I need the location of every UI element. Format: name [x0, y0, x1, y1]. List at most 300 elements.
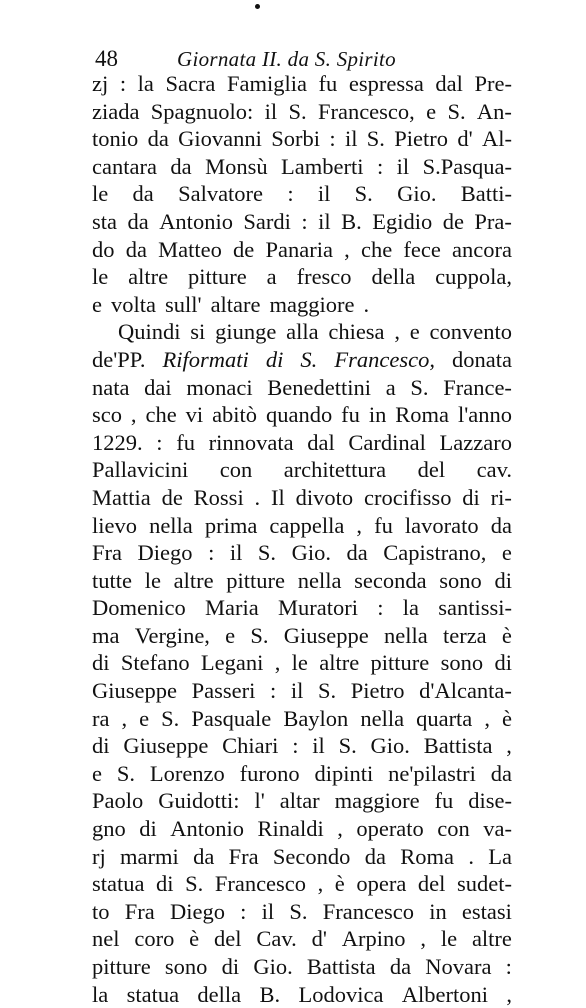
- word: France-: [443, 374, 512, 400]
- word: le: [92, 181, 109, 207]
- word: Riformati: [162, 346, 249, 372]
- word: si: [190, 319, 206, 345]
- word: il: [396, 153, 410, 179]
- word: Batti-: [460, 181, 512, 207]
- word: ,: [506, 733, 512, 759]
- text-line: [92, 898, 512, 926]
- word: ,: [506, 981, 512, 1007]
- text-line: [92, 346, 512, 374]
- word: da: [193, 843, 215, 869]
- word: Il: [271, 484, 285, 510]
- word: Giuseppe: [283, 622, 369, 648]
- word: è: [189, 926, 200, 952]
- word: Pietro: [350, 678, 405, 704]
- word: che: [360, 236, 393, 262]
- word: :: [119, 71, 127, 96]
- text-line: [92, 843, 512, 871]
- word: S.: [185, 871, 204, 897]
- word: la: [402, 595, 419, 621]
- word: S.: [410, 374, 429, 400]
- word: e: [92, 291, 102, 317]
- word: gno: [92, 816, 126, 842]
- word: sono: [164, 954, 208, 979]
- word: Capistrano,: [383, 540, 487, 566]
- word: di: [156, 871, 174, 897]
- word: ,: [130, 402, 137, 428]
- word: da: [132, 181, 154, 207]
- word: Egidio: [372, 208, 433, 234]
- word: An-: [476, 98, 512, 124]
- word: fece: [403, 236, 441, 262]
- word: La: [488, 843, 512, 869]
- word: il: [312, 733, 325, 759]
- word: pitture: [188, 264, 247, 290]
- word: e: [139, 705, 150, 731]
- word: di: [92, 650, 110, 676]
- text-line: [92, 263, 512, 291]
- word: Rossi: [193, 484, 244, 510]
- word: sull': [165, 291, 202, 317]
- text-line: [92, 539, 512, 567]
- word: con: [219, 457, 253, 483]
- word: S.: [318, 678, 337, 704]
- word: dipinti: [314, 760, 374, 786]
- word: fu: [434, 788, 454, 814]
- word: cappella: [269, 512, 345, 538]
- word: :: [287, 181, 294, 207]
- word: Sorbi: [271, 126, 321, 152]
- word: ri-: [490, 484, 512, 510]
- word: :: [208, 540, 215, 566]
- word: Maria: [204, 595, 259, 621]
- word: :: [269, 678, 277, 704]
- word: S.: [447, 98, 466, 124]
- word: della: [371, 264, 416, 290]
- word: nella: [149, 512, 193, 538]
- word: Monsù: [205, 153, 268, 179]
- word: Pra-: [474, 208, 512, 234]
- word: altre: [471, 926, 512, 952]
- word: espressa: [348, 71, 424, 96]
- word: S.: [116, 760, 135, 786]
- word: S.: [288, 98, 307, 124]
- word: Giuseppe: [92, 678, 177, 704]
- word: ,: [317, 871, 324, 897]
- word: fu: [176, 429, 195, 455]
- word: ,: [484, 705, 490, 731]
- word: e: [501, 540, 512, 566]
- word: Pallavicini: [92, 457, 189, 483]
- word: Lorenzo: [149, 760, 225, 786]
- word: l': [254, 788, 265, 814]
- word: altare: [210, 291, 261, 317]
- word: Francesco,: [334, 346, 435, 372]
- word: Chiari: [222, 733, 279, 759]
- word: statua: [126, 981, 180, 1007]
- word: .: [254, 484, 261, 510]
- word: Francesco,: [317, 98, 415, 124]
- word: nata: [92, 374, 130, 400]
- word: del: [214, 926, 242, 952]
- word: il: [261, 898, 275, 924]
- word: Al-: [481, 126, 512, 152]
- word: l'anno: [457, 402, 512, 428]
- word: S.: [300, 346, 318, 372]
- word: di: [92, 733, 110, 759]
- text-line: [92, 153, 512, 181]
- word: alla: [286, 319, 319, 345]
- word: S.Pasqua-: [422, 153, 512, 179]
- word: va-: [483, 816, 512, 842]
- word: zj: [92, 71, 109, 96]
- word: .: [468, 843, 474, 869]
- word: di: [221, 954, 240, 979]
- word: Quindi: [118, 319, 181, 345]
- word: Fra: [124, 898, 155, 924]
- word: nella: [297, 567, 342, 593]
- word: Roma: [400, 843, 455, 869]
- word: Antonio: [170, 816, 244, 842]
- word: fu: [318, 71, 338, 96]
- word: giunge: [215, 319, 277, 345]
- word: Pasquale: [191, 705, 272, 731]
- word: ,: [356, 512, 363, 538]
- word: di: [462, 484, 480, 510]
- word: vi: [185, 402, 204, 428]
- text-line: [92, 870, 512, 898]
- word: B.: [341, 208, 362, 234]
- word: Muratori: [277, 595, 358, 621]
- text-line: [92, 953, 512, 981]
- word: d'Alcanta-: [419, 678, 512, 704]
- word: Fra: [92, 540, 122, 566]
- word: d': [457, 126, 473, 152]
- word: .: [363, 291, 370, 317]
- word: dise-: [468, 788, 512, 814]
- word: Passeri: [191, 678, 256, 704]
- word: :: [376, 153, 384, 179]
- word: Francesco: [214, 871, 307, 897]
- word: Panaria: [265, 236, 333, 262]
- word: 1229.: [92, 429, 143, 455]
- word: della: [197, 981, 242, 1007]
- word: Legani: [200, 650, 264, 676]
- word: il: [318, 208, 331, 234]
- word: e: [92, 760, 102, 786]
- running-title: Giornata II. da S. Spirito: [177, 47, 396, 71]
- text-line: [92, 567, 512, 595]
- word: le: [92, 264, 109, 290]
- word: rj: [92, 843, 106, 869]
- text-line: [92, 981, 512, 1008]
- word: è: [334, 871, 345, 897]
- word: chiesa: [328, 319, 385, 345]
- word: Francesco: [322, 898, 414, 924]
- word: il: [290, 678, 304, 704]
- word: ancora: [452, 236, 512, 262]
- word: da: [125, 236, 147, 262]
- ink-dot-mark: [255, 4, 260, 9]
- word: quando: [265, 402, 333, 428]
- text-line: [92, 318, 512, 346]
- word: Secondo: [272, 843, 351, 869]
- word: lievo: [92, 512, 137, 538]
- word: cuppola,: [435, 264, 512, 290]
- word: Benedettini: [267, 374, 372, 400]
- word: da: [490, 760, 512, 786]
- text-line: [92, 622, 512, 650]
- text-line: [92, 512, 512, 540]
- word: quarta: [416, 705, 473, 731]
- word: da: [127, 208, 149, 234]
- word: Vergine,: [134, 622, 210, 648]
- text-line: [92, 125, 512, 153]
- word: è: [501, 705, 512, 731]
- word: Novara: [425, 954, 492, 979]
- word: to: [92, 898, 110, 924]
- word: convento: [429, 319, 512, 345]
- word: Matteo: [158, 236, 222, 262]
- word: donata: [452, 346, 512, 372]
- word: fu: [374, 512, 393, 538]
- word: :: [240, 898, 247, 924]
- word: maggiore: [334, 788, 420, 814]
- word: è: [501, 622, 512, 648]
- word: Cardinal: [348, 429, 426, 455]
- word: sta: [92, 208, 117, 234]
- word: altre: [173, 567, 214, 593]
- word: del: [417, 457, 446, 483]
- word: a: [266, 264, 277, 290]
- word: dal: [307, 429, 335, 455]
- word: maggiore: [269, 291, 355, 317]
- text-line: [92, 70, 512, 98]
- word: in: [368, 402, 387, 428]
- word: divoto: [295, 484, 354, 510]
- word: Lamberti: [281, 153, 364, 179]
- word: architettura: [283, 457, 387, 483]
- word: le: [144, 567, 161, 593]
- word: B.: [259, 981, 281, 1007]
- word: il: [317, 181, 331, 207]
- word: ,: [344, 236, 350, 262]
- text-line: [92, 677, 512, 705]
- word: seconda: [354, 567, 427, 593]
- word: Rinaldi: [257, 816, 324, 842]
- word: :: [329, 126, 336, 152]
- word: Cav.: [256, 926, 297, 952]
- word: la: [137, 71, 154, 96]
- word: S.: [338, 733, 357, 759]
- word: le: [440, 926, 458, 952]
- text-line: [92, 787, 512, 815]
- text-line: [92, 649, 512, 677]
- word: cantara: [92, 153, 157, 179]
- word: sono: [440, 650, 484, 676]
- word: nel: [92, 926, 120, 952]
- word: fu: [341, 402, 360, 428]
- word: il: [264, 98, 278, 124]
- word: e: [225, 622, 236, 648]
- word: de'PP.: [92, 346, 146, 372]
- word: ma: [92, 622, 120, 648]
- word: pitture: [370, 650, 430, 676]
- word: in: [429, 898, 447, 924]
- word: da: [170, 153, 192, 179]
- word: e: [426, 98, 437, 124]
- word: pitture: [226, 567, 286, 593]
- word: :: [377, 595, 384, 621]
- word: Albertoni: [401, 981, 489, 1007]
- word: Fra: [228, 843, 259, 869]
- text-line: [92, 705, 512, 733]
- word: di: [139, 816, 157, 842]
- word: operato: [356, 816, 424, 842]
- word: :: [301, 208, 308, 234]
- word: Antonio: [159, 208, 233, 234]
- word: altre: [319, 650, 360, 676]
- word: opera: [356, 871, 407, 897]
- text-line: [92, 925, 512, 953]
- word: Pre-: [474, 71, 512, 96]
- text-line: [92, 760, 512, 788]
- word: pitture: [92, 954, 151, 979]
- word: nella: [360, 705, 405, 731]
- word: Arpino: [341, 926, 406, 952]
- word: e: [409, 319, 420, 345]
- word: S.: [161, 705, 180, 731]
- word: prima: [204, 512, 258, 538]
- word: :: [156, 429, 163, 455]
- word: Gio.: [397, 181, 437, 207]
- word: Sardi: [243, 208, 291, 234]
- word: S.: [366, 126, 385, 152]
- word: sudet-: [456, 871, 512, 897]
- word: nella: [384, 622, 428, 648]
- word: il: [344, 126, 358, 152]
- word: Sacra: [165, 71, 216, 96]
- word: Gio.: [370, 733, 410, 759]
- word: :: [292, 733, 299, 759]
- word: Lodovica: [298, 981, 384, 1007]
- word: Battista: [423, 733, 493, 759]
- word: di: [265, 346, 284, 372]
- word: abitò: [212, 402, 258, 428]
- word: S.: [289, 898, 308, 924]
- word: Gio.: [253, 954, 293, 979]
- text-line: [92, 456, 512, 484]
- word: la: [92, 981, 109, 1007]
- word: d': [311, 926, 327, 952]
- word: crocifisso: [363, 484, 452, 510]
- text-line: [92, 208, 512, 236]
- word: sco: [92, 402, 122, 428]
- body-text: [92, 70, 512, 1008]
- text-line: [92, 429, 512, 457]
- word: de: [442, 208, 464, 234]
- word: da: [389, 954, 412, 979]
- word: Stefano: [120, 650, 190, 676]
- word: santissi-: [438, 595, 512, 621]
- text-line: [92, 374, 512, 402]
- word: Baylon: [283, 705, 349, 731]
- word: Roma: [395, 402, 450, 428]
- word: altar: [279, 788, 320, 814]
- word: dai: [144, 374, 172, 400]
- word: :: [505, 954, 512, 979]
- word: Giuseppe: [123, 733, 209, 759]
- word: fresco: [296, 264, 352, 290]
- word: Mattia: [92, 484, 151, 510]
- word: da: [490, 512, 512, 538]
- word: lavorato: [404, 512, 479, 538]
- word: volta: [111, 291, 156, 317]
- word: Battista: [306, 954, 376, 979]
- word: da: [364, 843, 386, 869]
- text-line: [92, 732, 512, 760]
- word: ra: [92, 705, 110, 731]
- word: cav.: [476, 457, 512, 483]
- word: do: [92, 236, 115, 262]
- word: statua: [92, 871, 145, 897]
- word: con: [437, 816, 470, 842]
- word: Pietro: [394, 126, 448, 152]
- word: Diego: [169, 898, 225, 924]
- word: S.: [257, 540, 277, 566]
- word: di: [494, 650, 512, 676]
- word: coro: [134, 926, 175, 952]
- word: Spagnuolo:: [150, 98, 254, 124]
- word: Famiglia: [226, 71, 307, 96]
- word: de: [233, 236, 255, 262]
- word: marmi: [120, 843, 179, 869]
- word: de: [161, 484, 183, 510]
- word: altre: [128, 264, 169, 290]
- word: S.: [250, 622, 269, 648]
- word: rinnovata: [208, 429, 294, 455]
- text-line: [92, 180, 512, 208]
- word: ,: [394, 319, 400, 345]
- word: furono: [239, 760, 300, 786]
- word: Paolo: [92, 788, 144, 814]
- text-line: [92, 815, 512, 843]
- text-line: [92, 401, 512, 429]
- word: ,: [121, 705, 128, 731]
- word: sono: [439, 567, 482, 593]
- text-line: [92, 291, 512, 319]
- word: terza: [442, 622, 487, 648]
- word: il: [229, 540, 243, 566]
- text-line: [92, 594, 512, 622]
- word: monaci: [186, 374, 253, 400]
- word: da: [147, 126, 169, 152]
- word: tutte: [92, 567, 132, 593]
- word: estasi: [461, 898, 512, 924]
- text-line: [92, 484, 512, 512]
- word: Guidotti:: [158, 788, 240, 814]
- word: ,: [274, 650, 281, 676]
- word: dal: [435, 71, 463, 96]
- word: le: [291, 650, 308, 676]
- word: ,: [420, 926, 426, 952]
- word: che: [145, 402, 177, 428]
- word: Lazzaro: [439, 429, 512, 455]
- word: da: [346, 540, 368, 566]
- word: ne'pilastri: [388, 760, 476, 786]
- page-number: 48: [95, 46, 118, 71]
- word: a: [385, 374, 396, 400]
- word: Diego: [137, 540, 193, 566]
